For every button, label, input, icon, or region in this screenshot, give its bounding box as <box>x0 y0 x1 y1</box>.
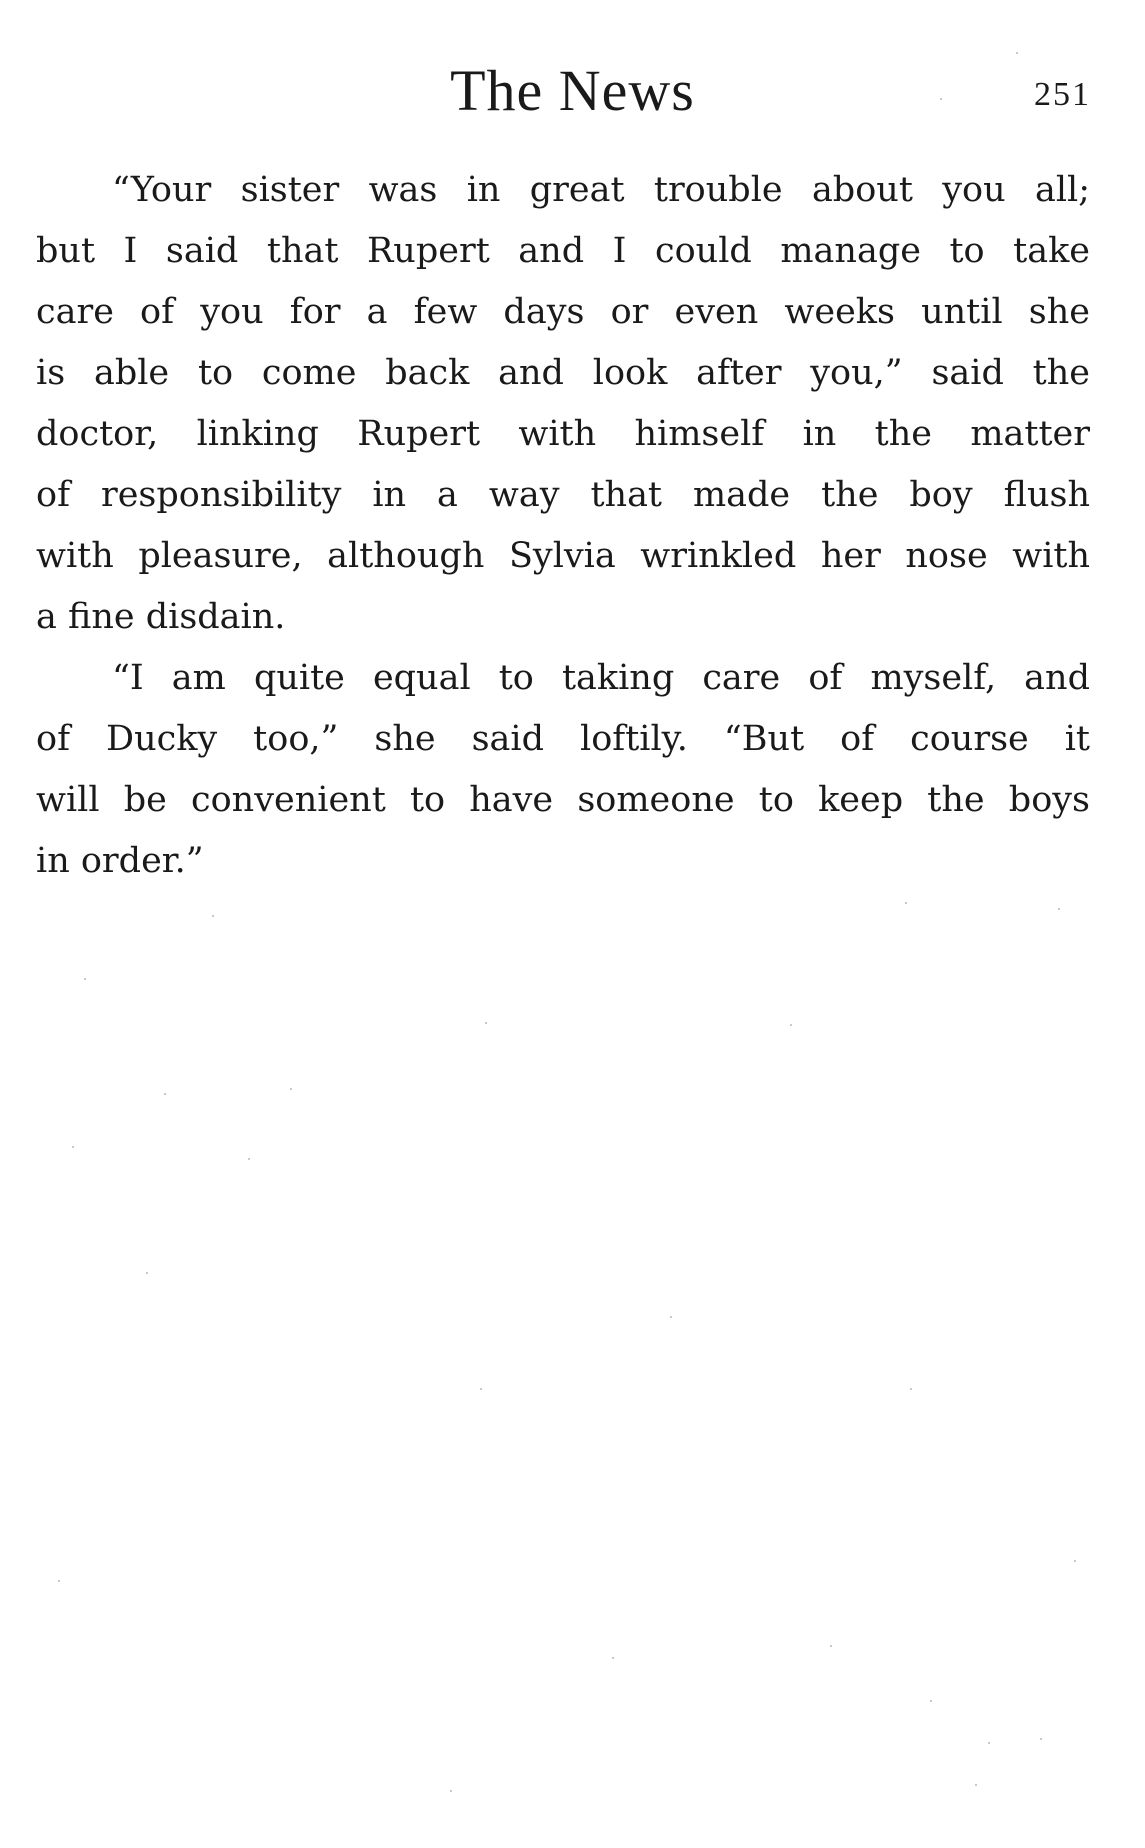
scan-speck <box>790 1024 792 1026</box>
text-line: is able to come back and look after you,” said the <box>36 353 1090 393</box>
scan-speck <box>164 1093 166 1095</box>
scan-speck <box>84 978 86 980</box>
scan-speck <box>212 915 214 917</box>
scan-speck <box>72 1146 74 1148</box>
text-line: care of you for a few days or even weeks until she <box>36 292 1090 332</box>
text-line: “Your sister was in great trouble about you all; <box>112 170 1090 210</box>
scan-speck <box>290 1088 292 1090</box>
scan-speck <box>58 1580 60 1582</box>
paragraph <box>36 648 1090 892</box>
scan-speck <box>940 98 942 100</box>
text-line: will be convenient to have someone to keep the boys <box>36 780 1090 820</box>
scan-speck <box>988 1742 990 1744</box>
text-line: with pleasure, although Sylvia wrinkled her nose with <box>36 536 1090 576</box>
paragraph <box>36 160 1090 648</box>
text-line: “I am quite equal to taking care of myself, and <box>112 658 1090 698</box>
body-text <box>36 160 1090 892</box>
scan-speck <box>485 1022 487 1024</box>
scan-speck <box>1074 1560 1076 1562</box>
scan-speck <box>612 1657 614 1659</box>
scan-speck <box>1016 52 1018 54</box>
scan-speck <box>146 1272 148 1274</box>
scan-speck <box>480 1388 482 1390</box>
scan-speck <box>830 1645 832 1647</box>
page-number: 251 <box>1034 76 1091 113</box>
scan-speck <box>1058 908 1060 910</box>
scan-speck <box>905 902 907 904</box>
scan-speck <box>1040 1738 1042 1740</box>
running-head <box>0 56 1145 126</box>
running-title: The News <box>450 58 695 123</box>
scan-speck <box>670 1316 672 1318</box>
text-line: doctor, linking Rupert with himself in the matter <box>36 414 1090 454</box>
scan-speck <box>450 1790 452 1792</box>
text-line: a fine disdain. <box>36 597 286 637</box>
text-line: in order.” <box>36 841 204 881</box>
scan-speck <box>910 1388 912 1390</box>
text-line: of Ducky too,” she said loftily. “But of course it <box>36 719 1090 759</box>
text-line: but I said that Rupert and I could manage to take <box>36 231 1090 271</box>
scan-speck <box>930 1700 932 1702</box>
scan-speck <box>248 1158 250 1160</box>
text-line: of responsibility in a way that made the boy flush <box>36 475 1090 515</box>
scan-speck <box>975 1784 977 1786</box>
